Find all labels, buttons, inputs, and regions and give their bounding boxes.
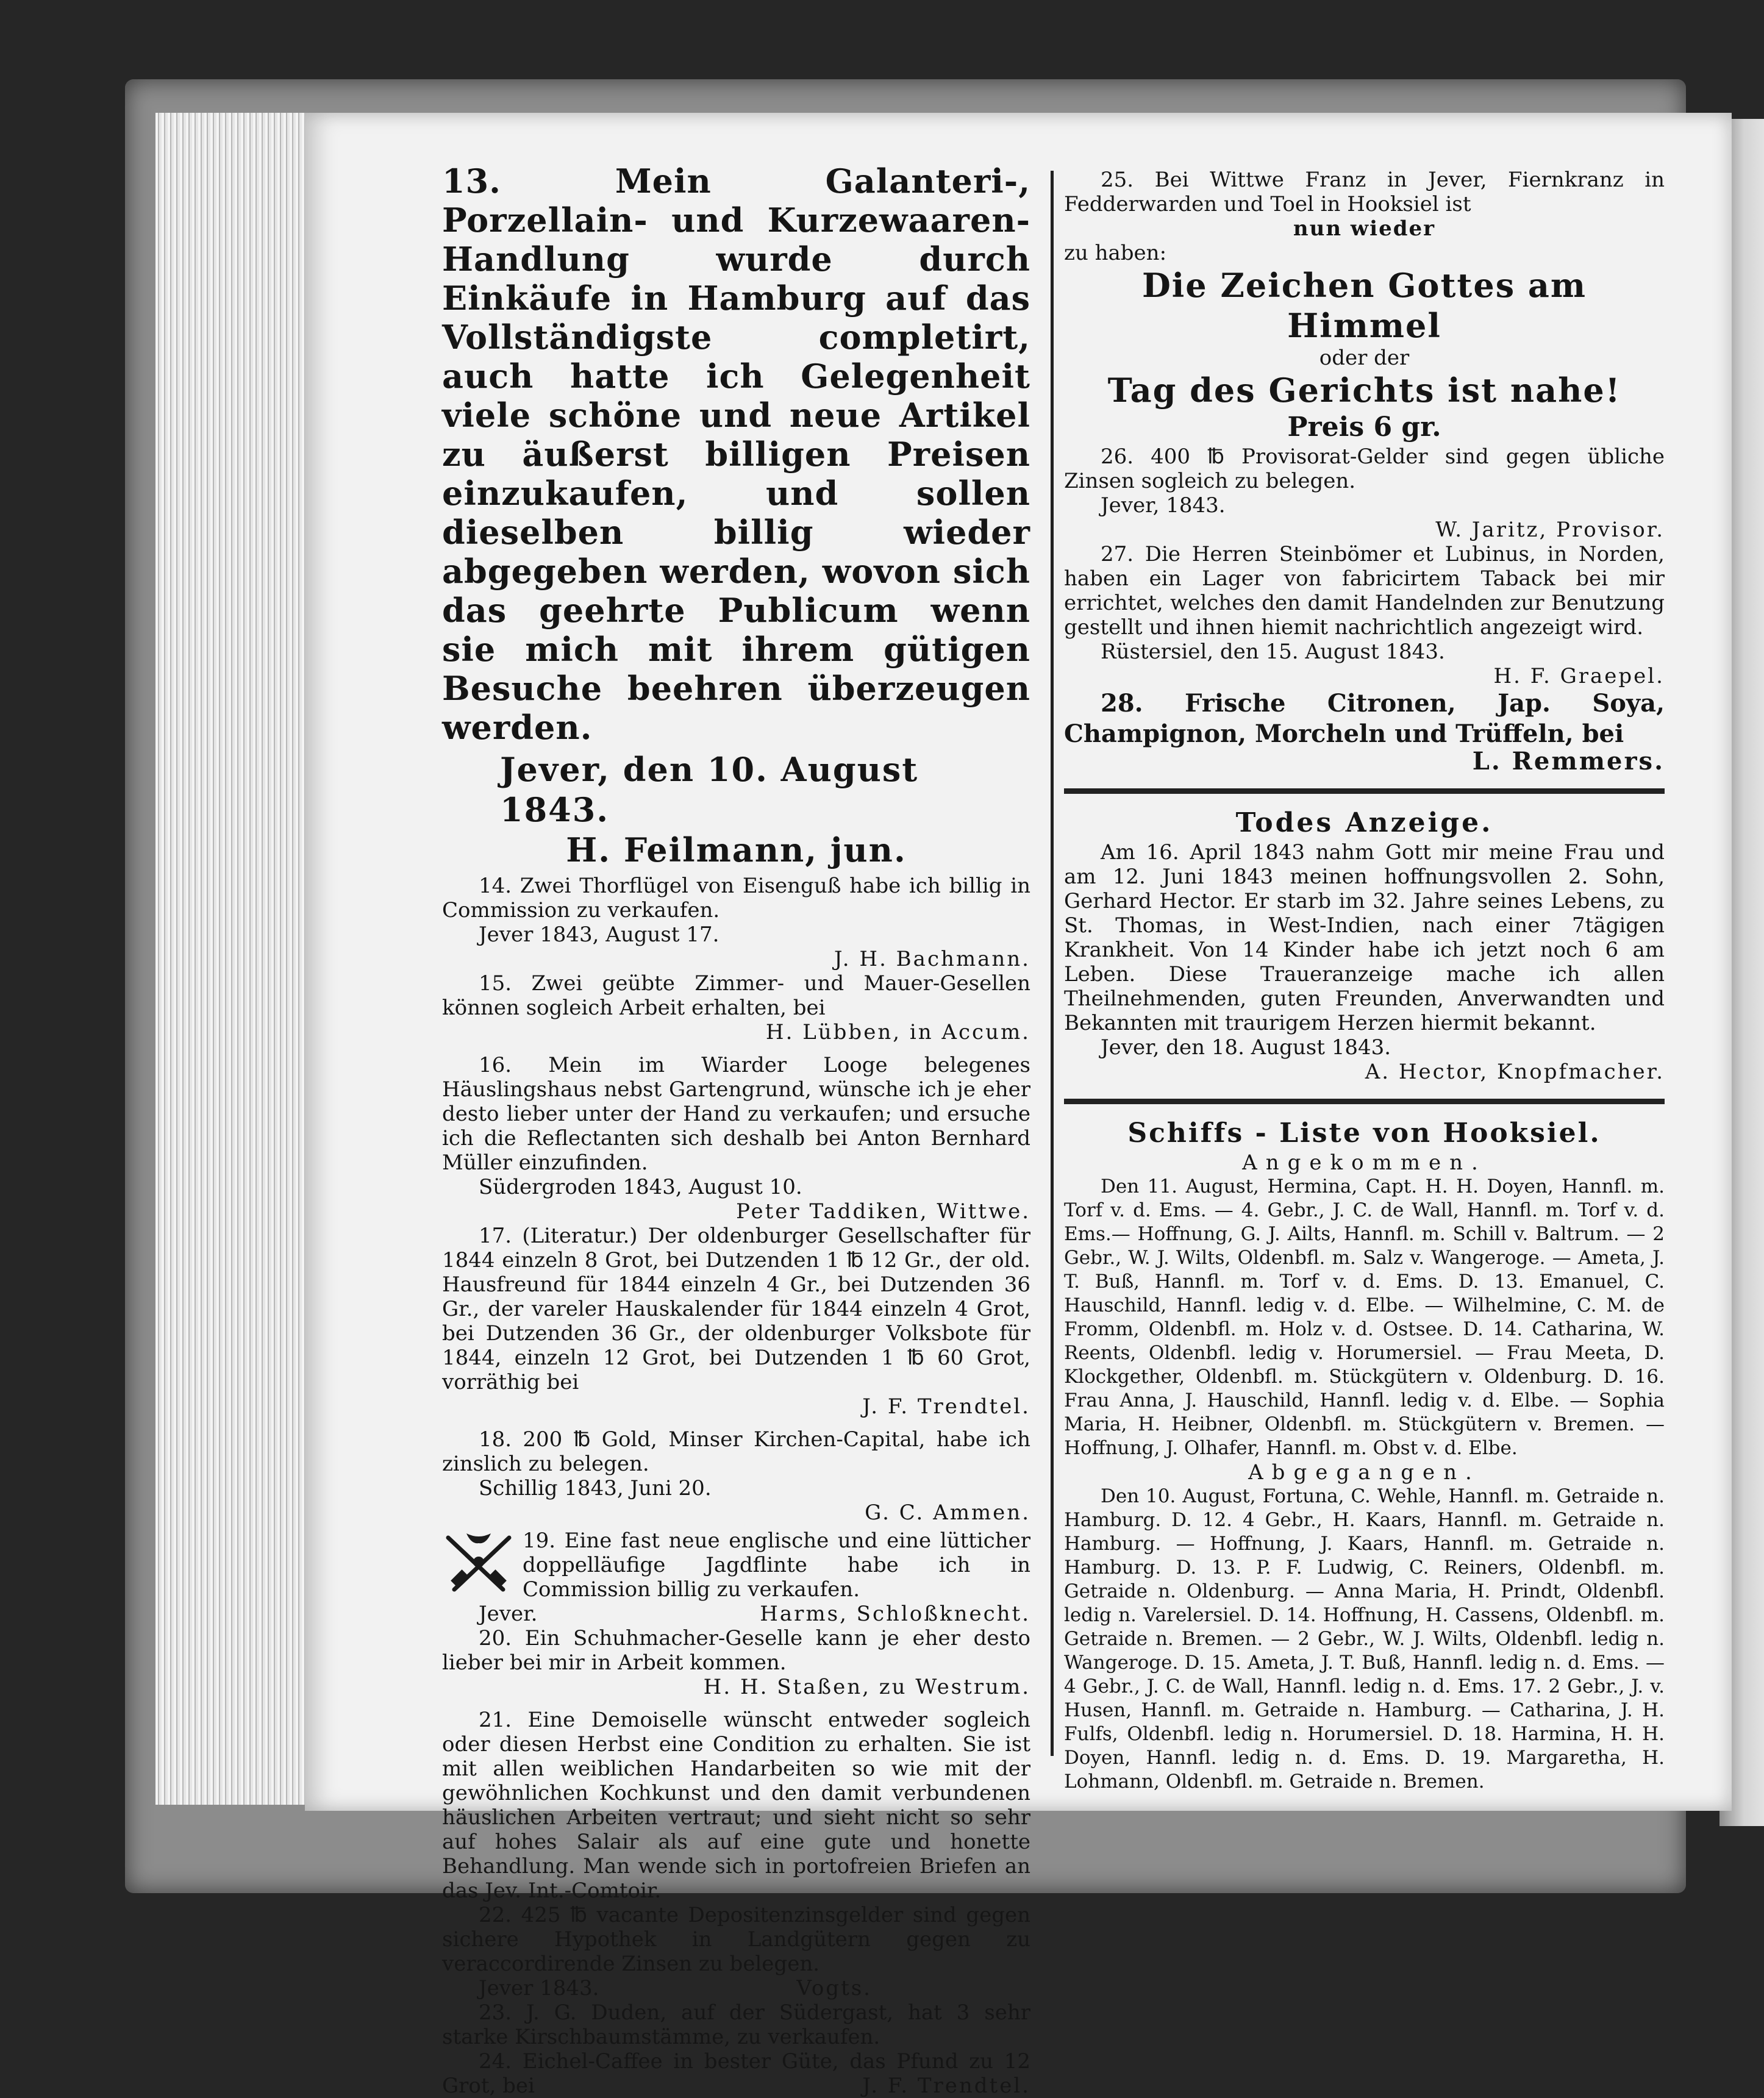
ad-24-signature: J. F. Trendtel. <box>862 2074 1030 2098</box>
death-notice-text: Am 16. April 1843 nahm Gott mir meine Frau und am 12. Juni 1843 meinen hoffnungsvollen 2. Sohn, Gerhard Hector. Er starb im 32. Jahre seines Lebens, zu St. Thomas, in West-Indien, nach einer 7tägigen Krankheit. Von 14 Kinder habe ich jetzt noch 6 am Leben. Diese Traueranzeige mache ich allen Theilnehmenden, guten Freunden, Anverwandten und Bekannten mit traurigem Herzen hiermit bekannt. <box>1064 840 1665 1035</box>
ad-27-signature: H. F. Graepel. <box>1493 664 1665 688</box>
column-divider <box>1051 171 1054 1756</box>
ad-18-text: 18. 200 ℔ Gold, Minser Kirchen-Capital, habe ich zinslich zu belegen. <box>442 1427 1030 1476</box>
crossed-guns-icon <box>442 1529 515 1596</box>
ad-25-line3: zu haben: <box>1064 241 1167 265</box>
ad-28-text: 28. Frische Citronen, Jap. Soya, Champignon, Morcheln und Trüffeln, bei <box>1064 689 1665 748</box>
death-notice-heading: Todes Anzeige. <box>1235 807 1493 838</box>
ad-17-signature: J. F. Trendtel. <box>862 1394 1030 1419</box>
ad-25-title1: Die Zeichen Gottes am Himmel <box>1141 266 1587 345</box>
section-rule <box>1064 1099 1665 1104</box>
ad-22-signature: Vogts. <box>796 1976 872 2000</box>
ad-13-signature: H. Feilmann, jun. <box>566 830 907 869</box>
arrived-heading: Angekommen. <box>1242 1151 1487 1175</box>
ad-27-place: Rüstersiel, den 15. August 1843. <box>1101 640 1445 664</box>
right-column <box>1064 168 1665 1794</box>
section-rule <box>1064 788 1665 794</box>
ad-13-text: 13. Mein Galanteri-, Porzellain- und Kurzewaaren-Handlung wurde durch Einkäufe in Hamburg auf das Vollständigste completirt, auch hatte ich Gelegenheit viele schöne und neue Artikel zu äußerst billigen Preisen einzukaufen, und sollen dieselben billig wieder abgegeben werden, wovon sich das geehrte Publicum wenn sie mich mit ihrem gütigen Besuche beehren überzeugen werden. <box>442 162 1030 747</box>
ad-15-signature: H. Lübben, in Accum. <box>765 1020 1030 1044</box>
ad-23-text: 23. J. G. Duden, auf der Südergast, hat 3 sehr starke Kirschbaumstämme, zu verkaufen. <box>442 2000 1030 2049</box>
ad-27-text: 27. Die Herren Steinbömer et Lubinus, in Norden, haben ein Lager von fabricirtem Taback bei mir errichtet, welches den damit Handelnden zur Benutzung gestellt und ihnen hiemit nachrichtlich angezeigt wird. <box>1064 542 1665 640</box>
departed-heading: Abgegangen. <box>1248 1460 1480 1485</box>
ad-25-price: Preis 6 gr. <box>1287 412 1441 443</box>
ad-15-text: 15. Zwei geübte Zimmer- und Mauer-Gesellen können sogleich Arbeit erhalten, bei <box>442 971 1030 1020</box>
ad-25-text: 25. Bei Wittwe Franz in Jever, Fiernkranz in Fedderwarden und Toel in Hooksiel ist <box>1064 168 1665 216</box>
ad-17-text: 17. (Literatur.) Der oldenburger Gesellschafter für 1844 einzeln 8 Grot, bei Dutzenden 1 ℔ 12 Gr., der old. Hausfreund für 1844 einzeln 4 Gr., bei Dutzenden 36 Gr., der vareler Hauskalender für 1844 einzeln 4 Grot, bei Dutzenden 36 Gr., der oldenburger Volksbote für 1844, einzeln 12 Grot, bei Dutzenden 1 ℔ 60 Grot, vorräthig bei <box>442 1224 1030 1394</box>
ad-14-text: 14. Zwei Thorflügel von Eisenguß habe ich billig in Commission zu verkaufen. <box>442 874 1030 922</box>
ad-14-place: Jever 1843, August 17. <box>479 922 720 947</box>
ad-26-signature: W. Jaritz, Provisor. <box>1435 518 1665 542</box>
death-notice-signature: A. Hector, Knopfmacher. <box>1365 1060 1665 1084</box>
ad-14-signature: J. H. Bachmann. <box>834 947 1030 971</box>
ad-26-place: Jever, 1843. <box>1101 493 1226 518</box>
ad-26-text: 26. 400 ℔ Provisorat-Gelder sind gegen übliche Zinsen sogleich zu belegen. <box>1064 444 1665 493</box>
ad-24-text: 24. Eichel-Caffee in bester Güte, das Pfund zu 12 Grot, bei <box>442 2049 1030 2098</box>
ad-18-signature: G. C. Ammen. <box>865 1500 1030 1525</box>
departed-list: Den 10. August, Fortuna, C. Wehle, Hannfl. m. Getraide n. Hamburg. D. 12. 4 Gebr., H. Kaars, Hannfl. m. Getraide n. Hamburg. — Hoffnung, J. Kaars, Hannfl. m. Getraide n. Hamburg. D. 13. P. F. Ludwig, C. Reiners, Oldenbfl. m. Getraide n. Oldenburg. — Anna Maria, H. Prindt, Oldenbfl. ledig n. Varelersiel. D. 14. Hoffnung, H. Cassens, Oldenbfl. m. Getraide n. Bremen. — 2 Gebr., W. J. Wilts, Oldenbfl. ledig n. Wangeroge. D. 15. Ameta, J. T. Buß, Hannfl. ledig n. d. Ems. — 4 Gebr., J. C. de Wall, Hannfl. ledig n. d. Ems. 17. 2 Gebr., J. v. Husen, Hannfl. m. Getraide n. Hamburg. — Catharina, J. H. Fulfs, Oldenbfl. ledig n. Horumersiel. D. 18. Harmina, H. H. Doyen, Hannfl. ledig n. d. Ems. D. 19. Margaretha, H. Lohmann, Oldenbfl. m. Getraide n. Bremen. <box>1064 1485 1665 1793</box>
ad-21-text: 21. Eine Demoiselle wünscht entweder sogleich oder diesen Herbst eine Condition zu erhalten. Sie ist mit allen weiblichen Handarbeiten so wie mit der gewöhnlichen Kochkunst und den damit verbundenen häuslichen Arbeiten vertraut; und sieht nicht so sehr auf hohes Salair als auf eine gute und honette Behandlung. Man wende sich in portofreien Briefen an das Jev. Int.-Comtoir. <box>442 1708 1030 1903</box>
ad-22-place: Jever 1843. <box>479 1976 599 2000</box>
ad-20-text: 20. Ein Schuhmacher-Geselle kann je eher desto lieber bei mir in Arbeit kommen. <box>442 1626 1030 1675</box>
ad-19-place: Jever. <box>479 1602 538 1626</box>
ad-20-signature: H. H. Staßen, zu Westrum. <box>703 1675 1030 1699</box>
ad-25-line2: nun wieder <box>1293 216 1436 241</box>
ad-22-text: 22. 425 ℔ vacante Depositenzinsgelder sind gegen sichere Hypothek in Landgütern gegen zu veraccordirende Zinsen zu belegen. <box>442 1903 1030 1976</box>
ad-25-title2: Tag des Gerichts ist nahe! <box>1107 371 1621 410</box>
ad-18-place: Schillig 1843, Juni 20. <box>479 1476 712 1500</box>
ad-13-place: Jever, den 10. August 1843. <box>500 750 919 829</box>
ad-28-signature: L. Remmers. <box>1472 747 1665 776</box>
arrived-list: Den 11. August, Hermina, Capt. H. H. Doyen, Hannfl. m. Torf v. d. Ems. — 4. Gebr., J. C. de Wall, Hannfl. m. Torf v. d. Ems.— Hoffnung, G. J. Ailts, Hannfl. m. Schill v. Baltrum. — 2 Gebr., W. J. Wilts, Oldenbfl. m. Salz v. Wangeroge. — Ameta, J. T. Buß, Hannfl. m. Torf v. d. Ems. D. 13. Emanuel, C. Hauschild, Hannfl. ledig v. d. Elbe. — Wilhelmine, C. M. de Fromm, Oldenbfl. m. Holz v. d. Ostsee. D. 14. Catharina, W. Reents, Oldenbfl. ledig v. Horumersiel. — Frau Meeta, D. Klockgether, Oldenbfl. m. Stückgütern v. Oldenburg. D. 16. Frau Anna, J. Hauschild, Hannfl. ledig v. d. Elbe. — Sophia Maria, H. Heibner, Oldenbfl. m. Stückgütern v. Bremen. — Hoffnung, J. Olhafer, Hannfl. m. Obst v. d. Elbe. <box>1064 1176 1665 1459</box>
ship-list-heading: Schiffs - Liste von Hooksiel. <box>1127 1118 1601 1149</box>
ad-25-or: oder der <box>1319 346 1410 370</box>
ad-19-text: 19. Eine fast neue englische und eine lütticher doppelläufige Jagdflinte habe ich in Commission billig zu verkaufen. <box>523 1529 1030 1602</box>
ad-16-text: 16. Mein im Wiarder Looge belegenes Häuslingshaus nebst Gartengrund, wünsche ich je eher desto lieber unter der Hand zu verkaufen; und ersuche ich die Reflectanten sich deshalb bei Anton Bernhard Müller einzufinden. <box>442 1053 1030 1175</box>
ad-19-signature: Harms, Schloßknecht. <box>760 1602 1030 1626</box>
left-column <box>442 162 1030 2098</box>
ad-16-signature: Peter Taddiken, Wittwe. <box>736 1199 1030 1224</box>
death-notice-place: Jever, den 18. August 1843. <box>1101 1035 1391 1060</box>
ad-16-place: Südergroden 1843, August 10. <box>479 1175 802 1199</box>
